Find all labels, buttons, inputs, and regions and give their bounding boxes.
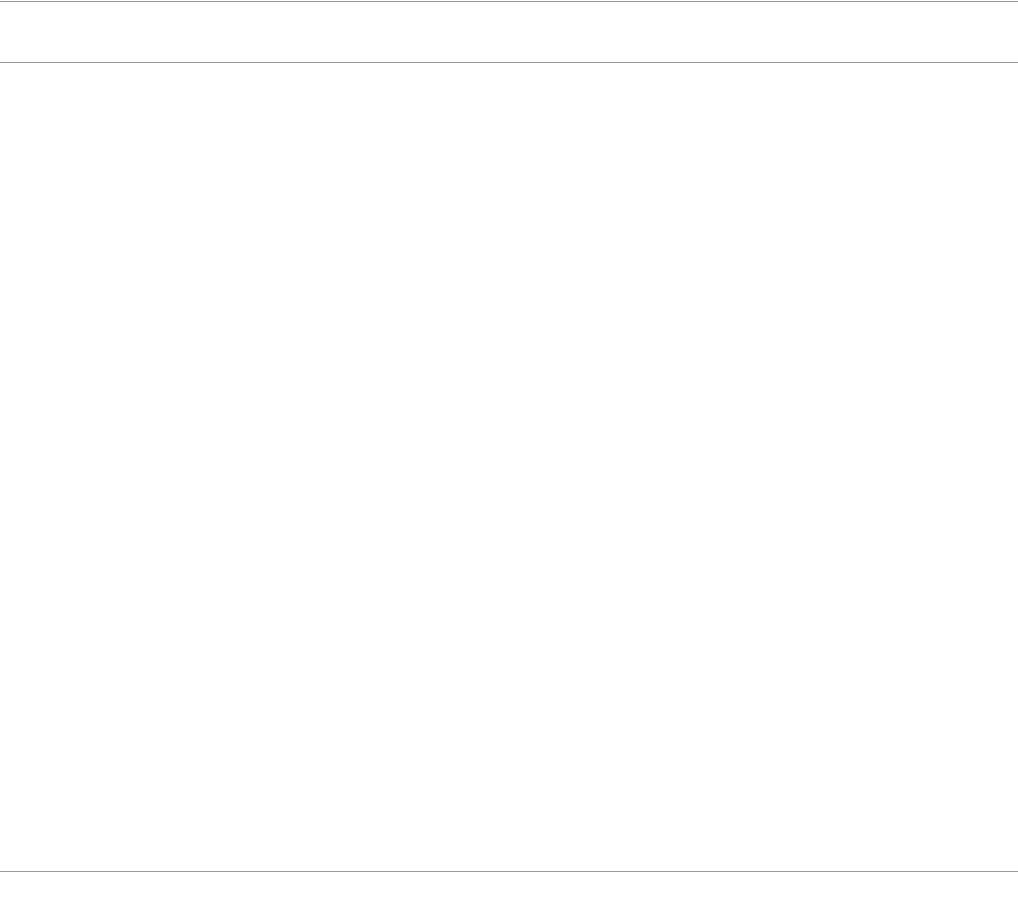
header-bottom-rule bbox=[0, 62, 1018, 63]
table-bottom-rule bbox=[0, 871, 1018, 872]
table-top-rule bbox=[0, 1, 1018, 2]
